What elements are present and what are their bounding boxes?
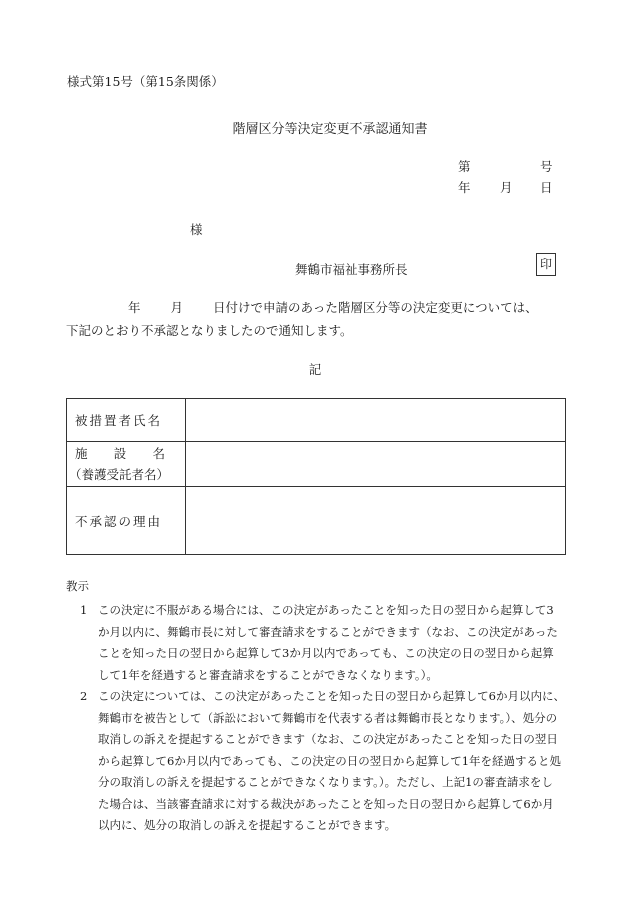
form-number: 様式第15号（第15条関係） (67, 74, 224, 89)
note-line: この決定に不服がある場合には、この決定があったことを知った日の翌日から起算して3 (98, 603, 554, 617)
row-label-reason: 不承認の理由 (67, 487, 186, 555)
seal-box: 印 (536, 253, 556, 276)
row-value-facility (186, 442, 566, 487)
instruction-heading: 教示 (66, 579, 89, 593)
addressee-suffix: 様 (190, 222, 203, 237)
facility-char-1: 施 (75, 446, 88, 461)
row-label-person: 被措置者氏名 (67, 399, 186, 442)
number-prefix: 第 (458, 159, 471, 174)
note-line: 取消しの訴えを提起することができます（なお、この決定があったことを知った日の翌日 (98, 732, 558, 746)
list-item (78, 600, 578, 686)
table-row (67, 399, 566, 442)
notification-body (66, 296, 538, 342)
document-title: 階層区分等決定変更不承認通知書 (232, 122, 428, 137)
instruction-notes (78, 600, 578, 837)
note-line: 舞鶴市を被告として（訴訟において舞鶴市を代表する者は舞鶴市長となります。）、処分の (98, 710, 558, 725)
date-month: 月 (500, 180, 513, 195)
note-line: 以内に、処分の取消しの訴えを提起することができます。 (98, 818, 397, 832)
note-line: ことを知った日の翌日から起算して3か月以内であっても、この決定の日の翌日から起算 (98, 646, 554, 660)
number-suffix: 号 (540, 159, 553, 174)
facility-sublabel: （養護受託者名） (69, 467, 170, 482)
note-line: た場合は、当該審査請求に対する裁決があったことを知った日の翌日から起算して6か月 (98, 796, 554, 811)
row-label-facility (67, 442, 186, 487)
note-line: から起算して6か月以内であっても、この決定の日の翌日から起算して1年を経過すると処 (98, 753, 562, 768)
issuer-name: 舞鶴市福祉事務所長 (295, 262, 408, 277)
note-number: 2 (80, 689, 88, 703)
list-item (78, 686, 578, 837)
note-line: 分の取消しの訴えを提起することができなくなります。）。ただし、上記1の審査請求をし (98, 775, 553, 789)
note-line: か月以内に、舞鶴市長に対して審査請求をすることができます（なお、この決定があった (98, 624, 558, 639)
table-row (67, 442, 566, 487)
date-day: 日 (540, 180, 553, 195)
row-value-person (186, 399, 566, 442)
body-month: 月 (170, 300, 184, 315)
body-year: 年 (128, 300, 141, 315)
table-row (67, 487, 566, 555)
date-year: 年 (458, 180, 471, 195)
body-line1: 日付けで申請のあった階層区分等の決定変更については、 (213, 300, 538, 315)
note-line: この決定については、この決定があったことを知った日の翌日から起算して6か月以内に、 (98, 689, 565, 703)
note-line: して1年を経過すると審査請求をすることができなくなります。）。 (98, 667, 438, 682)
details-table (66, 398, 566, 555)
facility-char-3: 名 (152, 446, 165, 461)
facility-char-2: 設 (113, 446, 127, 461)
row-value-reason (186, 487, 566, 555)
body-line2: 下記のとおり不承認となりましたので通知します。 (66, 323, 353, 338)
ki-heading: 記 (308, 362, 322, 377)
note-number: 1 (80, 603, 88, 617)
